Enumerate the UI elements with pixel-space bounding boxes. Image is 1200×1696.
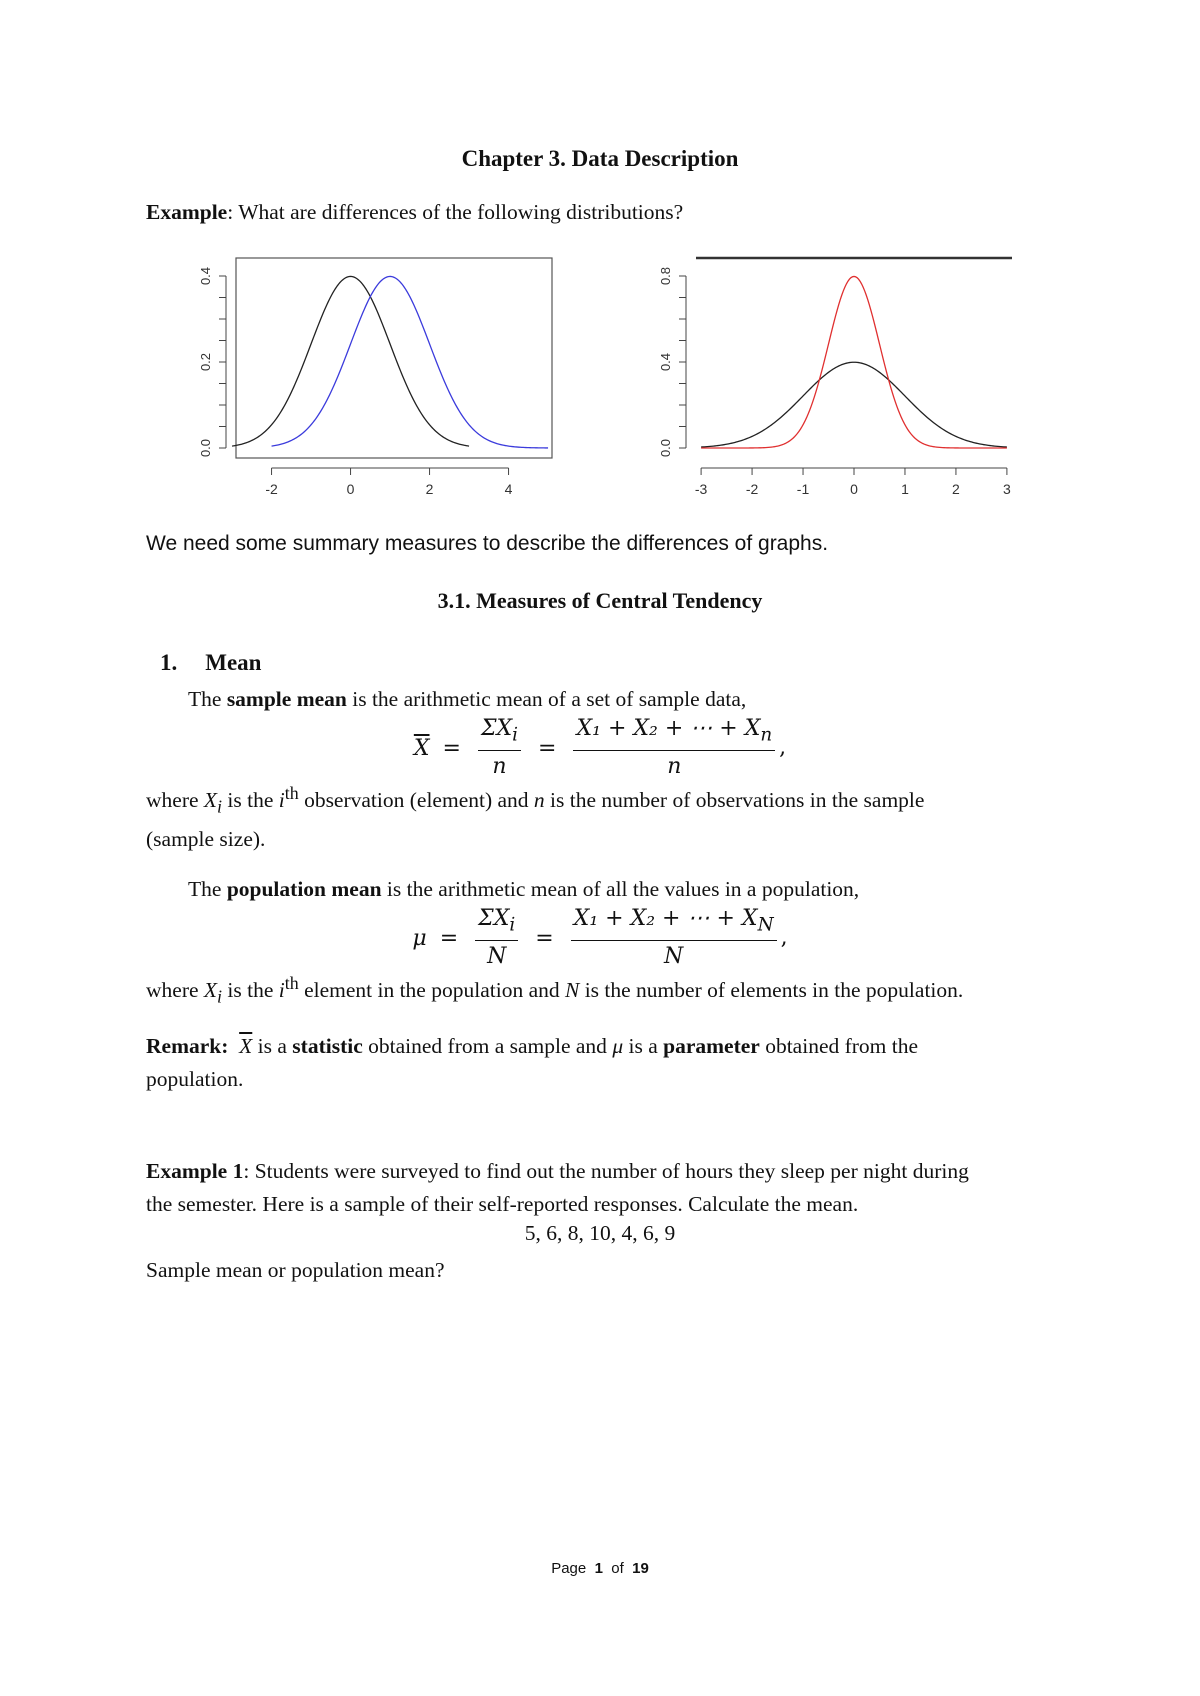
- comma: ,: [779, 735, 787, 761]
- footer-total-pages: 19: [632, 1560, 649, 1577]
- y-tick-label: 0.0: [198, 438, 213, 458]
- parameter-term: parameter: [663, 1034, 760, 1058]
- statistic-term: statistic: [292, 1034, 363, 1058]
- chart-1-y-axis: [198, 267, 226, 457]
- population-mean-term: population mean: [226, 877, 382, 901]
- series-line-n-0-1-: [701, 362, 1007, 447]
- footer-page-word: Page: [551, 1560, 587, 1577]
- y-tick-label: 0.4: [658, 352, 673, 372]
- example-1-question: Sample mean or population mean?: [146, 1258, 445, 1282]
- text: is a: [252, 1034, 293, 1058]
- chart-2-spread: [640, 250, 1020, 500]
- subscript: n: [760, 724, 773, 746]
- chart-1-x-axis: [265, 468, 512, 497]
- chart-2-series: [701, 276, 1007, 448]
- fraction-sum-over-N: [475, 906, 518, 970]
- x-tick-label: -2: [265, 481, 278, 497]
- population-mean-where: [146, 967, 1066, 1013]
- chart-2-y-axis: [658, 267, 686, 457]
- population-mean-definition: [188, 873, 1068, 906]
- footer-page-number: 1: [594, 1560, 603, 1577]
- sample-mean-where: [146, 777, 1066, 856]
- x-tick-label: 4: [504, 481, 513, 497]
- var-N: N: [564, 978, 580, 1003]
- text: the semester. Here is a sample of their self-reported responses. Calculate the mean.: [146, 1192, 859, 1216]
- x-tick-label: 2: [952, 481, 960, 497]
- var-x: X: [203, 978, 218, 1003]
- text: : Students were surveyed to find out the number of hours they sleep per night during: [243, 1159, 969, 1183]
- numerator: ΣX: [480, 716, 513, 741]
- fraction-expanded: [571, 906, 777, 970]
- sample-mean-formula: [0, 716, 1200, 780]
- x-tick-label: -3: [694, 481, 708, 497]
- subscript: i: [217, 796, 223, 817]
- fraction-sum-over-n: [478, 716, 521, 780]
- text: (sample size).: [146, 827, 266, 852]
- var-n: n: [533, 788, 545, 813]
- remark-label: Remark:: [146, 1034, 229, 1058]
- text: is the arithmetic mean of all the values in a population,: [381, 877, 860, 901]
- text: is the: [222, 978, 279, 1003]
- series-line-n-1-1-: [272, 276, 549, 447]
- comma: ,: [780, 925, 788, 951]
- subscript: N: [757, 914, 774, 936]
- remark: [146, 1030, 1066, 1096]
- x-tick-label: -1: [796, 481, 810, 497]
- text: is the number of observations in the sample: [544, 788, 925, 813]
- numerator: X₁ + X₂ + ⋯ + X: [573, 906, 758, 931]
- x-bar-symbol: $\overline{X}$: [239, 1034, 253, 1058]
- text: population.: [146, 1067, 244, 1091]
- series-line-n-0-1-: [232, 276, 469, 446]
- text: is a: [623, 1034, 664, 1058]
- example-1-data: 5, 6, 8, 10, 4, 6, 9: [524, 1221, 676, 1245]
- chart-1-mean-shift: [180, 250, 560, 500]
- example-label: Example: [146, 200, 228, 224]
- list-number: 1.: [160, 650, 178, 675]
- y-tick-label: 0.8: [658, 266, 673, 286]
- chart-1-frame: [236, 258, 552, 458]
- denominator: N: [664, 944, 684, 970]
- example-1: [146, 1155, 1066, 1221]
- x-tick-label: -2: [745, 481, 759, 497]
- fraction-expanded: [573, 716, 775, 780]
- text: observation (element) and: [298, 788, 534, 813]
- population-mean-formula: [0, 906, 1200, 970]
- text: element in the population and: [298, 978, 565, 1003]
- page-footer: [0, 1560, 1200, 1577]
- example-1-label: Example 1: [146, 1159, 244, 1183]
- text: obtained from a sample and: [362, 1034, 613, 1058]
- text: The: [188, 687, 227, 711]
- mu-symbol: μ: [612, 1034, 624, 1058]
- example-text: : What are differences of the following distributions?: [227, 200, 684, 224]
- page-title: Chapter 3. Data Description: [461, 146, 739, 171]
- denominator: n: [492, 754, 507, 780]
- x-bar-symbol: $\overline{X}$: [413, 735, 430, 761]
- denominator: n: [667, 754, 682, 780]
- sample-mean-term: sample mean: [226, 687, 347, 711]
- var-i: i: [278, 788, 285, 813]
- y-tick-label: 0.2: [198, 352, 213, 372]
- example-intro: [146, 196, 1066, 229]
- equals-sign: =: [442, 735, 461, 761]
- subscript: i: [512, 724, 519, 746]
- var-i: i: [278, 978, 285, 1003]
- summary-text: We need some summary measures to describe the differences of graphs.: [146, 532, 829, 555]
- list-item-mean: [160, 650, 261, 676]
- x-tick-label: 0: [346, 481, 355, 497]
- footer-of-word: of: [611, 1560, 624, 1577]
- numerator: X₁ + X₂ + ⋯ + X: [576, 716, 761, 741]
- equals-sign: =: [535, 925, 554, 951]
- x-tick-label: 0: [850, 481, 858, 497]
- mu-symbol: μ: [412, 925, 427, 951]
- subscript: i: [509, 914, 516, 936]
- text: where: [146, 788, 204, 813]
- text: is the arithmetic mean of a set of sample data,: [346, 687, 747, 711]
- section-heading: 3.1. Measures of Central Tendency: [437, 588, 763, 613]
- chart-2-x-axis: [695, 468, 1011, 497]
- equals-sign: =: [439, 925, 459, 951]
- x-tick-label: 2: [425, 481, 434, 497]
- var-x: X: [203, 788, 218, 813]
- y-tick-label: 0.4: [198, 266, 213, 286]
- superscript: th: [284, 783, 299, 803]
- text: The: [188, 877, 227, 901]
- chart-1-series: [232, 276, 548, 447]
- superscript: th: [284, 973, 299, 993]
- text: is the: [222, 788, 279, 813]
- subscript: i: [217, 986, 223, 1007]
- y-tick-label: 0.0: [658, 438, 673, 458]
- x-tick-label: 1: [901, 481, 909, 497]
- equals-sign: =: [538, 735, 557, 761]
- text: is the number of elements in the population.: [579, 978, 964, 1003]
- list-label: Mean: [205, 650, 262, 675]
- denominator: N: [487, 944, 507, 970]
- x-tick-label: 3: [1003, 481, 1011, 497]
- text: where: [146, 978, 204, 1003]
- sample-mean-definition: [188, 683, 1068, 716]
- numerator: ΣX: [478, 906, 510, 931]
- text: obtained from the: [759, 1034, 919, 1058]
